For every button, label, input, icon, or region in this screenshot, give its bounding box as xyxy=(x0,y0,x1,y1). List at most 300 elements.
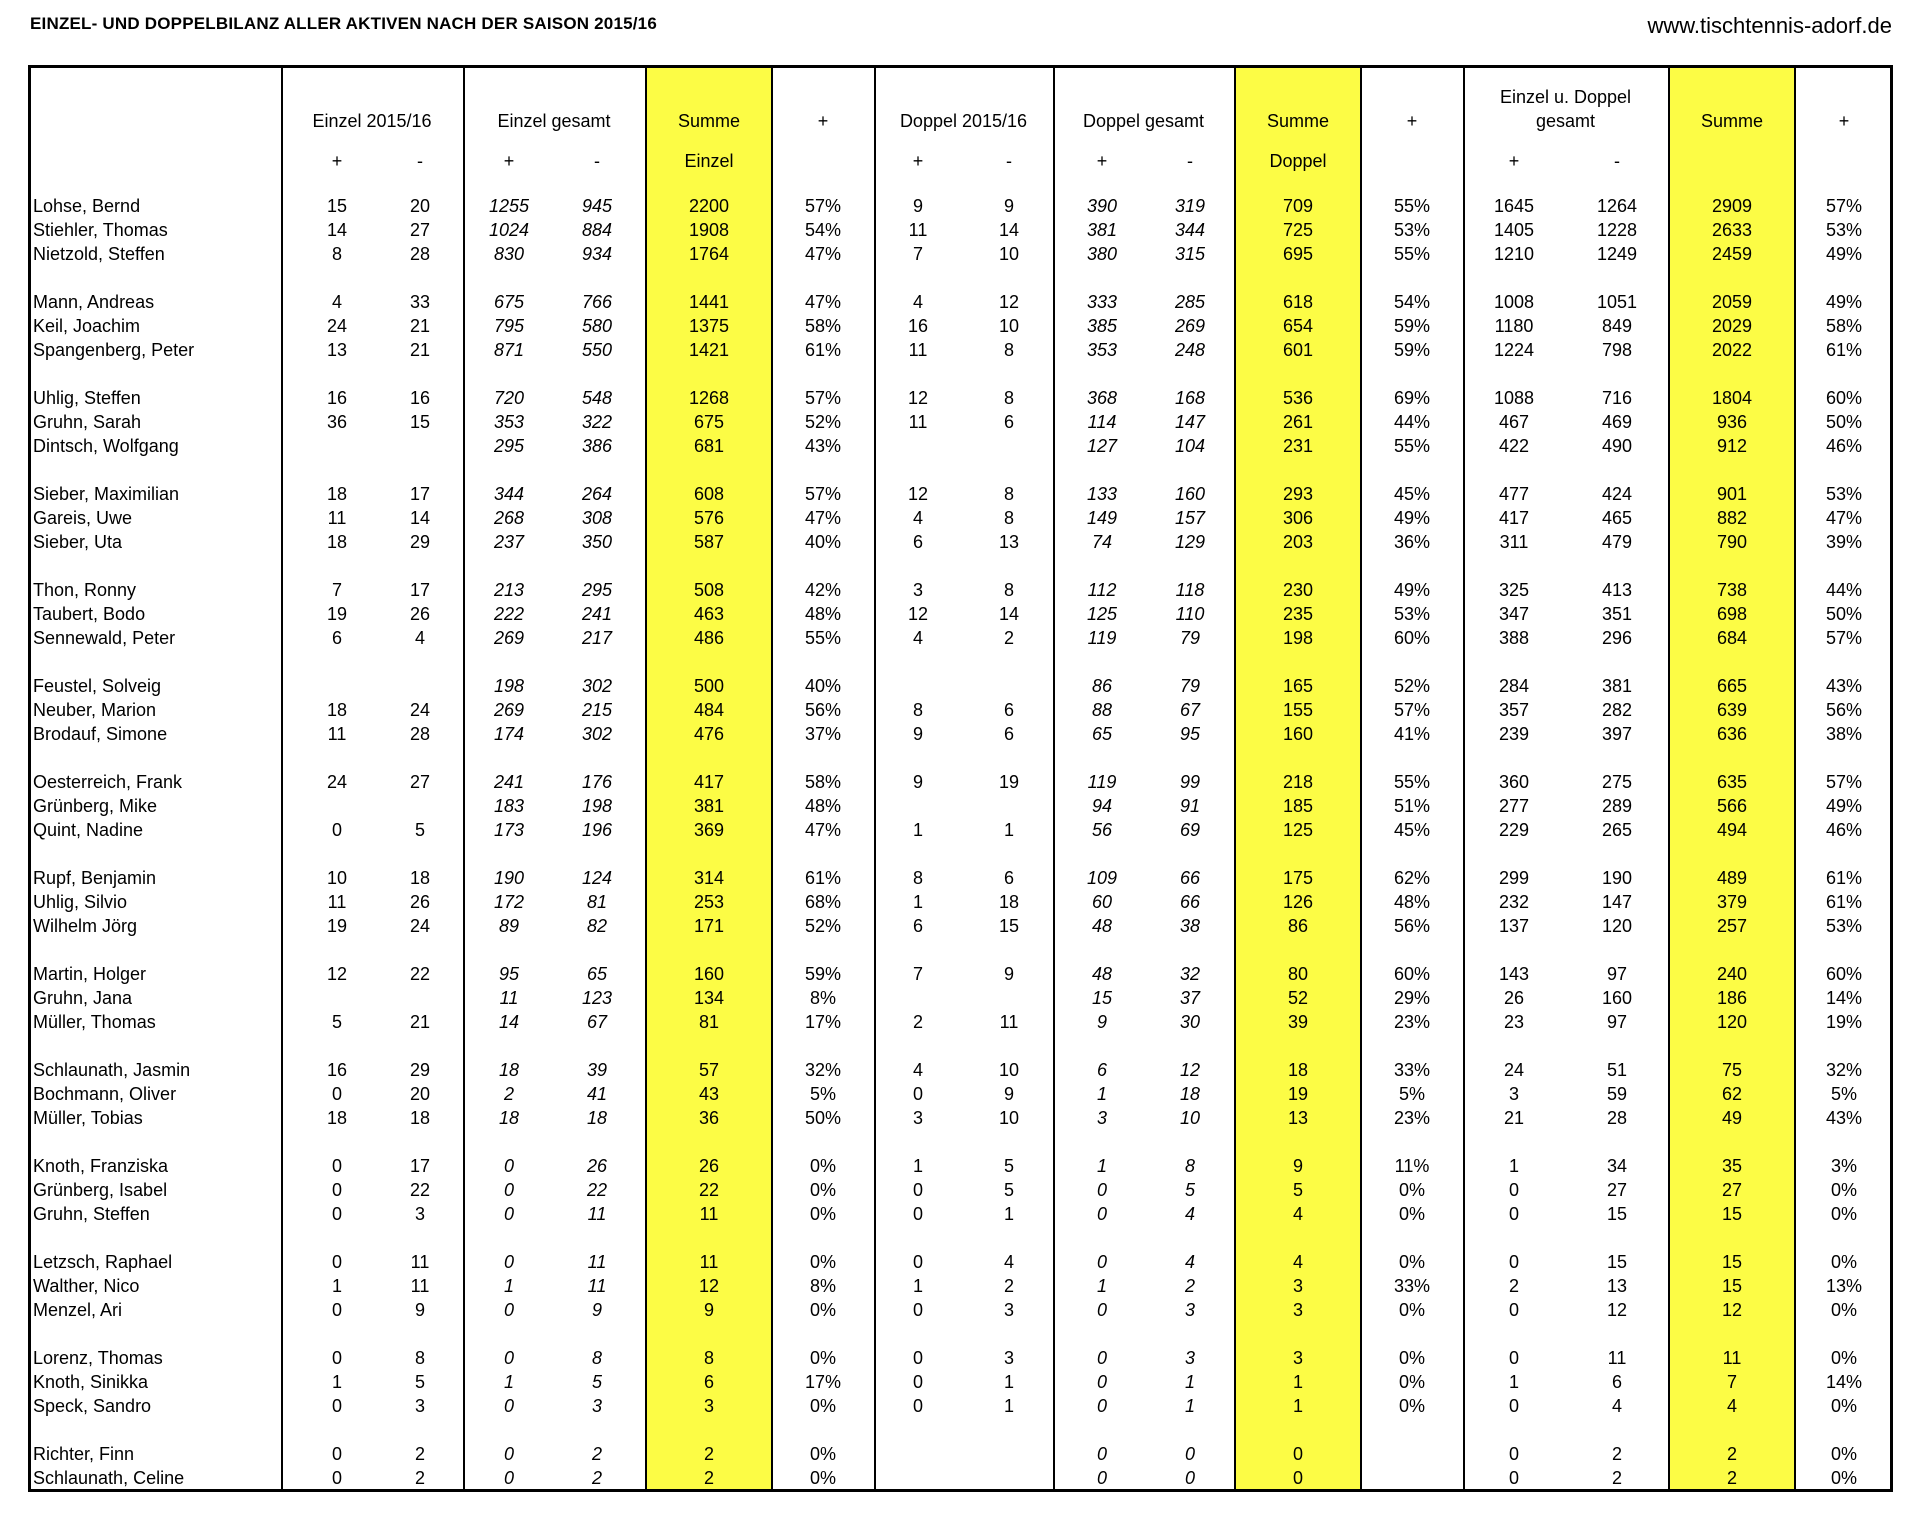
cell-sc: 635 xyxy=(1716,772,1748,792)
cell-ds-m: 10 xyxy=(998,1108,1020,1128)
cell-es-m: 15 xyxy=(409,412,431,432)
cell-sd: 218 xyxy=(1282,772,1314,792)
cell-sd: 175 xyxy=(1282,868,1314,888)
cell-eg-p: 183 xyxy=(493,796,525,816)
cell-sc: 2459 xyxy=(1711,244,1753,264)
cell-sd: 1 xyxy=(1292,1372,1303,1392)
cell-sc: 901 xyxy=(1716,484,1748,504)
cell-dg-p: 149 xyxy=(1086,508,1118,528)
cell-es-m: 16 xyxy=(409,388,431,408)
cell-pc: 49% xyxy=(1825,292,1863,312)
cell-se: 486 xyxy=(693,628,725,648)
cell-sc: 120 xyxy=(1716,1012,1748,1032)
cell-sd: 1 xyxy=(1292,1396,1303,1416)
cell-dg-m: 30 xyxy=(1179,1012,1201,1032)
cell-sc: 4 xyxy=(1726,1396,1737,1416)
player-name: Grünberg, Mike xyxy=(33,796,158,816)
cell-ds-p: 12 xyxy=(907,604,929,624)
cell-dg-m: 4 xyxy=(1184,1252,1195,1272)
cell-dg-m: 160 xyxy=(1174,484,1206,504)
cell-es-p: 12 xyxy=(326,964,348,984)
cell-dg-m: 8 xyxy=(1184,1156,1195,1176)
divider xyxy=(1053,68,1055,1489)
cell-c-p: 0 xyxy=(1508,1252,1519,1272)
cell-se: 576 xyxy=(693,508,725,528)
cell-es-p: 14 xyxy=(326,220,348,240)
cell-c-p: 137 xyxy=(1498,916,1530,936)
cell-dg-p: 380 xyxy=(1086,244,1118,264)
cell-ds-m: 9 xyxy=(1003,964,1014,984)
cell-es-p: 0 xyxy=(331,1204,342,1224)
cell-pc: 49% xyxy=(1825,244,1863,264)
header-einzel-season: Einzel 2015/16 xyxy=(312,111,432,131)
cell-c-p: 1210 xyxy=(1493,244,1535,264)
cell-eg-p: 0 xyxy=(503,1300,514,1320)
cell-ds-p: 2 xyxy=(912,1012,923,1032)
cell-c-m: 11 xyxy=(1607,1348,1627,1368)
cell-dg-p: 65 xyxy=(1091,724,1113,744)
cell-ds-m: 8 xyxy=(1003,508,1014,528)
cell-sd: 230 xyxy=(1282,580,1314,600)
cell-dg-p: 88 xyxy=(1091,700,1113,720)
cell-eg-p: 0 xyxy=(503,1252,514,1272)
player-name: Lorenz, Thomas xyxy=(33,1348,163,1368)
cell-pc: 5% xyxy=(1830,1084,1857,1104)
cell-sc: 566 xyxy=(1716,796,1748,816)
cell-es-p: 24 xyxy=(326,772,348,792)
cell-c-p: 2 xyxy=(1508,1276,1519,1296)
cell-sd: 198 xyxy=(1282,628,1314,648)
cell-dg-p: 114 xyxy=(1087,412,1117,432)
cell-pc: 0% xyxy=(1830,1204,1857,1224)
cell-dg-p: 119 xyxy=(1087,628,1117,648)
cell-dg-m: 38 xyxy=(1179,916,1201,936)
cell-eg-m: 9 xyxy=(591,1300,602,1320)
cell-pe: 17% xyxy=(804,1372,842,1392)
cell-c-m: 12 xyxy=(1606,1300,1628,1320)
cell-c-p: 325 xyxy=(1498,580,1530,600)
header-minus: - xyxy=(594,151,600,171)
cell-dg-m: 37 xyxy=(1179,988,1201,1008)
cell-es-m: 11 xyxy=(410,1276,430,1296)
cell-es-p: 15 xyxy=(326,196,348,216)
player-name: Bochmann, Oliver xyxy=(33,1084,177,1104)
cell-pd: 45% xyxy=(1393,484,1431,504)
cell-pe: 0% xyxy=(809,1204,836,1224)
cell-eg-m: 22 xyxy=(586,1180,608,1200)
cell-c-p: 23 xyxy=(1503,1012,1525,1032)
cell-dg-p: 74 xyxy=(1091,532,1113,552)
cell-se: 314 xyxy=(693,868,725,888)
cell-pe: 58% xyxy=(804,772,842,792)
player-name: Gruhn, Sarah xyxy=(33,412,142,432)
player-name: Oesterreich, Frank xyxy=(33,772,183,792)
cell-pd: 49% xyxy=(1393,508,1431,528)
cell-sc: 665 xyxy=(1716,676,1748,696)
cell-sc: 936 xyxy=(1716,412,1748,432)
cell-eg-m: 302 xyxy=(581,724,613,744)
cell-dg-m: 10 xyxy=(1179,1108,1201,1128)
cell-dg-p: 15 xyxy=(1091,988,1113,1008)
cell-sd: 126 xyxy=(1282,892,1314,912)
cell-ds-p: 4 xyxy=(912,1060,923,1080)
header-minus: - xyxy=(1187,151,1193,171)
cell-se: 417 xyxy=(693,772,725,792)
cell-pe: 59% xyxy=(804,964,842,984)
cell-es-m: 33 xyxy=(409,292,431,312)
cell-dg-p: 48 xyxy=(1091,916,1113,936)
cell-eg-p: 795 xyxy=(493,316,525,336)
cell-pc: 44% xyxy=(1825,580,1863,600)
cell-pd: 55% xyxy=(1393,196,1431,216)
cell-dg-p: 133 xyxy=(1086,484,1118,504)
cell-pd: 53% xyxy=(1393,604,1431,624)
cell-ds-p: 0 xyxy=(912,1396,923,1416)
player-name: Müller, Tobias xyxy=(33,1108,143,1128)
cell-pd: 36% xyxy=(1393,532,1431,552)
cell-es-p: 0 xyxy=(331,1300,342,1320)
cell-dg-m: 2 xyxy=(1184,1276,1195,1296)
cell-se: 463 xyxy=(693,604,725,624)
header-summe-einzel-sub: Einzel xyxy=(684,151,734,171)
cell-ds-p: 6 xyxy=(912,532,923,552)
cell-dg-p: 1 xyxy=(1096,1276,1107,1296)
cell-ds-m: 10 xyxy=(998,244,1020,264)
cell-pe: 0% xyxy=(809,1468,836,1488)
cell-pd: 33% xyxy=(1393,1276,1431,1296)
cell-es-m: 2 xyxy=(414,1444,425,1464)
cell-c-m: 397 xyxy=(1601,724,1633,744)
cell-dg-p: 6 xyxy=(1096,1060,1107,1080)
cell-es-p: 36 xyxy=(326,412,348,432)
header-plus: + xyxy=(1508,151,1520,171)
player-name: Taubert, Bodo xyxy=(33,604,146,624)
divider xyxy=(1668,68,1670,1489)
cell-eg-m: 8 xyxy=(591,1348,602,1368)
cell-c-p: 357 xyxy=(1498,700,1530,720)
cell-dg-p: 119 xyxy=(1087,772,1117,792)
cell-es-p: 0 xyxy=(331,1396,342,1416)
cell-es-p: 19 xyxy=(326,916,348,936)
player-name: Uhlig, Silvio xyxy=(33,892,128,912)
cell-ds-m: 12 xyxy=(998,292,1020,312)
cell-pe: 0% xyxy=(809,1444,836,1464)
cell-dg-p: 0 xyxy=(1096,1204,1107,1224)
cell-ds-m: 13 xyxy=(998,532,1020,552)
cell-ds-p: 16 xyxy=(907,316,929,336)
cell-sc: 75 xyxy=(1721,1060,1743,1080)
cell-se: 369 xyxy=(693,820,725,840)
cell-eg-p: 213 xyxy=(493,580,525,600)
cell-eg-p: 0 xyxy=(503,1204,514,1224)
player-name: Lohse, Bernd xyxy=(33,196,141,216)
cell-c-p: 0 xyxy=(1508,1204,1519,1224)
cell-dg-m: 69 xyxy=(1179,820,1201,840)
cell-c-m: 1264 xyxy=(1596,196,1638,216)
cell-pd: 0% xyxy=(1398,1348,1425,1368)
cell-sc: 882 xyxy=(1716,508,1748,528)
player-name: Keil, Joachim xyxy=(33,316,141,336)
cell-pd: 44% xyxy=(1393,412,1431,432)
cell-ds-m: 3 xyxy=(1003,1300,1014,1320)
cell-sd: 4 xyxy=(1292,1252,1303,1272)
cell-sc: 15 xyxy=(1721,1276,1743,1296)
cell-eg-m: 548 xyxy=(581,388,613,408)
cell-dg-p: 94 xyxy=(1091,796,1113,816)
cell-es-m: 22 xyxy=(409,964,431,984)
cell-se: 2 xyxy=(703,1468,714,1488)
cell-c-p: 21 xyxy=(1503,1108,1525,1128)
cell-dg-p: 60 xyxy=(1091,892,1113,912)
cell-pc: 57% xyxy=(1825,196,1863,216)
player-name: Walther, Nico xyxy=(33,1276,140,1296)
cell-eg-m: 11 xyxy=(587,1252,607,1272)
cell-sd: 39 xyxy=(1287,1012,1309,1032)
cell-pc: 32% xyxy=(1825,1060,1863,1080)
cell-eg-m: 322 xyxy=(581,412,613,432)
cell-se: 9 xyxy=(703,1300,714,1320)
cell-ds-m: 14 xyxy=(998,220,1020,240)
cell-ds-p: 3 xyxy=(912,580,923,600)
cell-pe: 55% xyxy=(804,628,842,648)
cell-ds-m: 1 xyxy=(1003,820,1014,840)
cell-eg-p: 1 xyxy=(503,1372,514,1392)
cell-eg-p: 173 xyxy=(493,820,525,840)
cell-eg-m: 11 xyxy=(587,1204,607,1224)
cell-eg-m: 198 xyxy=(581,796,613,816)
cell-dg-p: 0 xyxy=(1096,1252,1107,1272)
cell-sc: 489 xyxy=(1716,868,1748,888)
header-doppel-season: Doppel 2015/16 xyxy=(899,111,1028,131)
cell-se: 57 xyxy=(698,1060,720,1080)
cell-pe: 0% xyxy=(809,1348,836,1368)
cell-pe: 48% xyxy=(804,796,842,816)
cell-pd: 0% xyxy=(1398,1300,1425,1320)
cell-pc: 50% xyxy=(1825,412,1863,432)
cell-c-p: 229 xyxy=(1498,820,1530,840)
cell-se: 2 xyxy=(703,1444,714,1464)
cell-sc: 1804 xyxy=(1711,388,1753,408)
player-name: Thon, Ronny xyxy=(33,580,137,600)
cell-se: 2200 xyxy=(688,196,730,216)
cell-eg-p: 1255 xyxy=(488,196,530,216)
cell-pc: 14% xyxy=(1825,1372,1863,1392)
cell-eg-p: 172 xyxy=(493,892,525,912)
cell-pe: 8% xyxy=(809,988,836,1008)
cell-es-p: 0 xyxy=(331,1180,342,1200)
cell-pd: 60% xyxy=(1393,628,1431,648)
cell-sd: 0 xyxy=(1292,1444,1303,1464)
cell-dg-m: 4 xyxy=(1184,1204,1195,1224)
cell-se: 1908 xyxy=(688,220,730,240)
cell-se: 1268 xyxy=(688,388,730,408)
cell-dg-p: 0 xyxy=(1096,1468,1107,1488)
cell-ds-m: 14 xyxy=(998,604,1020,624)
cell-es-p: 0 xyxy=(331,1156,342,1176)
cell-c-m: 15 xyxy=(1606,1252,1628,1272)
cell-dg-m: 79 xyxy=(1179,676,1201,696)
stats-table xyxy=(28,65,1893,1492)
cell-ds-p: 0 xyxy=(912,1180,923,1200)
cell-eg-p: 190 xyxy=(493,868,525,888)
cell-dg-p: 0 xyxy=(1096,1372,1107,1392)
cell-es-p: 11 xyxy=(327,892,347,912)
cell-dg-p: 353 xyxy=(1086,340,1118,360)
cell-pd: 0% xyxy=(1398,1396,1425,1416)
cell-sd: 4 xyxy=(1292,1204,1303,1224)
cell-eg-p: 198 xyxy=(493,676,525,696)
cell-eg-m: 5 xyxy=(591,1372,602,1392)
cell-pd: 51% xyxy=(1393,796,1431,816)
cell-pc: 0% xyxy=(1830,1180,1857,1200)
cell-sd: 80 xyxy=(1287,964,1309,984)
cell-sd: 165 xyxy=(1282,676,1314,696)
player-name: Quint, Nadine xyxy=(33,820,144,840)
cell-eg-p: 1024 xyxy=(488,220,530,240)
cell-es-p: 10 xyxy=(326,868,348,888)
cell-c-p: 26 xyxy=(1503,988,1525,1008)
cell-se: 1441 xyxy=(688,292,730,312)
cell-dg-m: 67 xyxy=(1179,700,1201,720)
cell-c-m: 424 xyxy=(1601,484,1633,504)
player-name: Gareis, Uwe xyxy=(33,508,133,528)
cell-es-m: 28 xyxy=(409,244,431,264)
cell-sd: 86 xyxy=(1287,916,1309,936)
cell-pc: 60% xyxy=(1825,388,1863,408)
cell-es-m: 9 xyxy=(414,1300,425,1320)
cell-es-p: 18 xyxy=(326,484,348,504)
cell-sc: 49 xyxy=(1721,1108,1743,1128)
cell-se: 3 xyxy=(703,1396,714,1416)
cell-pe: 50% xyxy=(804,1108,842,1128)
website-url[interactable]: www.tischtennis-adorf.de xyxy=(1647,13,1892,38)
cell-es-m: 22 xyxy=(409,1180,431,1200)
page-title: EINZEL- UND DOPPELBILANZ ALLER AKTIVEN NACH DER SAISON 2015/16 xyxy=(30,14,657,33)
cell-pe: 42% xyxy=(804,580,842,600)
cell-c-p: 347 xyxy=(1498,604,1530,624)
cell-c-p: 1088 xyxy=(1493,388,1535,408)
cell-pd: 54% xyxy=(1393,292,1431,312)
cell-ds-m: 6 xyxy=(1003,868,1014,888)
cell-dg-m: 79 xyxy=(1179,628,1201,648)
cell-se: 1764 xyxy=(688,244,730,264)
cell-es-p: 11 xyxy=(327,508,347,528)
cell-dg-m: 66 xyxy=(1179,868,1201,888)
cell-dg-p: 0 xyxy=(1096,1300,1107,1320)
cell-sd: 3 xyxy=(1292,1300,1303,1320)
cell-pd: 11% xyxy=(1394,1156,1430,1176)
cell-ds-p: 0 xyxy=(912,1348,923,1368)
cell-pc: 43% xyxy=(1825,676,1863,696)
player-name: Knoth, Sinikka xyxy=(33,1372,149,1392)
player-name: Grünberg, Isabel xyxy=(33,1180,168,1200)
cell-dg-p: 48 xyxy=(1091,964,1113,984)
cell-pd: 0% xyxy=(1398,1372,1425,1392)
cell-eg-m: 11 xyxy=(587,1276,607,1296)
cell-pd: 69% xyxy=(1393,388,1431,408)
cell-c-p: 0 xyxy=(1508,1348,1519,1368)
player-name: Martin, Holger xyxy=(33,964,147,984)
cell-es-m: 17 xyxy=(409,1156,431,1176)
player-name: Müller, Thomas xyxy=(33,1012,156,1032)
cell-ds-p: 4 xyxy=(912,628,923,648)
header-plus: + xyxy=(1096,151,1108,171)
cell-dg-m: 32 xyxy=(1179,964,1201,984)
cell-sc: 2 xyxy=(1726,1444,1737,1464)
cell-eg-p: 0 xyxy=(503,1180,514,1200)
cell-sd: 18 xyxy=(1287,1060,1309,1080)
cell-eg-p: 269 xyxy=(493,700,525,720)
cell-dg-p: 9 xyxy=(1096,1012,1107,1032)
cell-ds-p: 1 xyxy=(912,1276,923,1296)
cell-sd: 203 xyxy=(1282,532,1314,552)
cell-sc: 186 xyxy=(1716,988,1748,1008)
cell-sc: 7 xyxy=(1726,1372,1737,1392)
cell-sd: 306 xyxy=(1282,508,1314,528)
cell-c-m: 34 xyxy=(1606,1156,1628,1176)
cell-es-p: 6 xyxy=(331,628,342,648)
cell-c-m: 469 xyxy=(1601,412,1633,432)
cell-c-p: 232 xyxy=(1498,892,1530,912)
cell-sc: 62 xyxy=(1721,1084,1743,1104)
header-pct-combined: + xyxy=(1838,111,1850,131)
cell-ds-m: 18 xyxy=(998,892,1020,912)
header-minus: - xyxy=(1006,151,1012,171)
cell-eg-p: 95 xyxy=(498,964,520,984)
cell-es-p: 5 xyxy=(331,1012,342,1032)
cell-pe: 0% xyxy=(809,1300,836,1320)
cell-c-p: 299 xyxy=(1498,868,1530,888)
cell-es-m: 24 xyxy=(409,916,431,936)
cell-ds-m: 9 xyxy=(1003,1084,1014,1104)
cell-sd: 5 xyxy=(1292,1180,1303,1200)
cell-es-p: 11 xyxy=(327,724,347,744)
cell-eg-m: 2 xyxy=(591,1444,602,1464)
cell-pc: 57% xyxy=(1825,772,1863,792)
cell-pe: 40% xyxy=(804,532,842,552)
cell-sd: 185 xyxy=(1282,796,1314,816)
cell-c-p: 417 xyxy=(1498,508,1530,528)
header-combined: Einzel u. Doppel xyxy=(1499,87,1632,107)
cell-eg-p: 295 xyxy=(493,436,525,456)
cell-pd: 41% xyxy=(1393,724,1431,744)
cell-pe: 43% xyxy=(804,436,842,456)
cell-ds-m: 3 xyxy=(1003,1348,1014,1368)
cell-pd: 23% xyxy=(1393,1108,1431,1128)
cell-eg-m: 580 xyxy=(581,316,613,336)
cell-se: 11 xyxy=(699,1204,719,1224)
cell-c-m: 13 xyxy=(1606,1276,1628,1296)
cell-se: 36 xyxy=(698,1108,720,1128)
cell-dg-m: 344 xyxy=(1174,220,1206,240)
cell-dg-m: 0 xyxy=(1184,1444,1195,1464)
cell-pd: 62% xyxy=(1393,868,1431,888)
cell-ds-m: 10 xyxy=(998,1060,1020,1080)
cell-dg-p: 0 xyxy=(1096,1348,1107,1368)
cell-ds-p: 7 xyxy=(912,964,923,984)
cell-pe: 0% xyxy=(809,1252,836,1272)
cell-eg-m: 26 xyxy=(586,1156,608,1176)
cell-pe: 47% xyxy=(804,820,842,840)
header-summe-doppel: Summe xyxy=(1266,111,1329,131)
cell-ds-p: 11 xyxy=(908,412,928,432)
cell-pd: 0% xyxy=(1398,1204,1425,1224)
player-name: Brodauf, Simone xyxy=(33,724,168,744)
cell-pc: 46% xyxy=(1825,436,1863,456)
cell-c-m: 2 xyxy=(1611,1468,1622,1488)
cell-c-m: 289 xyxy=(1601,796,1633,816)
cell-sd: 654 xyxy=(1282,316,1314,336)
